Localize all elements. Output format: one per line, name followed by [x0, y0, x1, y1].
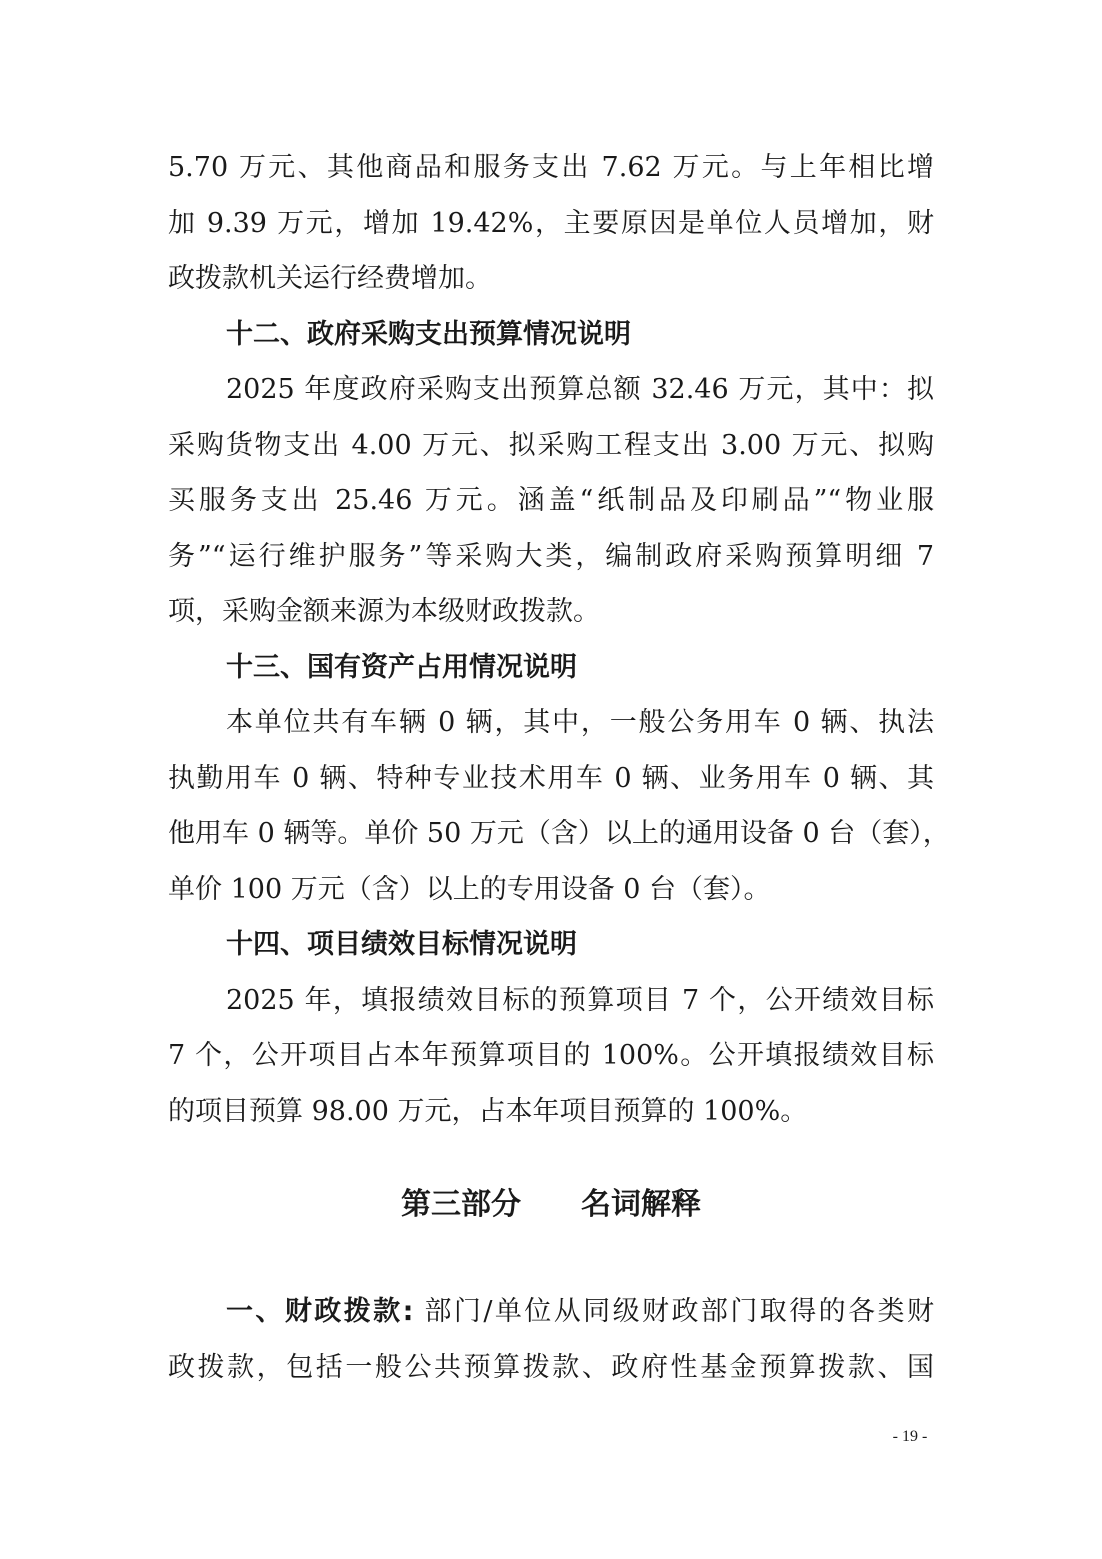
section-heading-14: 十四、项目绩效目标情况说明 — [226, 929, 577, 960]
term-text: 部门/单位从同级财政部门取得的各类财 — [413, 1296, 934, 1327]
term-definition-text — [226, 1284, 934, 1340]
term-label: 一、财政拨款: — [226, 1296, 414, 1327]
paragraph-line: 单价 100 万元（含）以上的专用设备 0 台（套）。 — [168, 873, 771, 905]
paragraph-line: 务”“运行维护服务”等采购大类，编制政府采购预算明细 7 — [168, 540, 934, 572]
paragraph-line: 的项目预算 98.00 万元，占本年项目预算的 100%。 — [168, 1095, 808, 1127]
paragraph-line: 本单位共有车辆 0 辆，其中，一般公务用车 0 辆、执法 — [226, 707, 934, 738]
page-number: - 19 - — [892, 1428, 928, 1445]
paragraph-line: 政拨款机关运行经费增加。 — [168, 263, 492, 294]
document-page — [168, 140, 950, 1395]
paragraph-line: 加 9.39 万元，增加 19.42%，主要原因是单位人员增加，财 — [168, 207, 934, 239]
paragraph-line: 他用车 0 辆等。单价 50 万元（含）以上的通用设备 0 台（套）， — [168, 818, 950, 849]
section-heading-12: 十二、政府采购支出预算情况说明 — [226, 318, 631, 350]
paragraph-line: 执勤用车 0 辆、特种专业技术用车 0 辆、业务用车 0 辆、其 — [168, 762, 934, 794]
paragraph-line: 2025 年度政府采购支出预算总额 32.46 万元，其中：拟 — [226, 374, 934, 405]
paragraph-line: 7 个，公开项目占本年预算项目的 100%。公开填报绩效目标 — [168, 1040, 934, 1071]
term-definition-line — [168, 1284, 934, 1340]
section-heading-13: 十三、国有资产占用情况说明 — [226, 651, 577, 683]
paragraph-line: 采购货物支出 4.00 万元、拟采购工程支出 3.00 万元、拟购 — [168, 429, 934, 461]
paragraph-line: 买服务支出 25.46 万元。涵盖“纸制品及印刷品”“物业服 — [168, 485, 934, 516]
paragraph-line: 项，采购金额来源为本级财政拨款。 — [168, 596, 600, 627]
paragraph-line: 政拨款，包括一般公共预算拨款、政府性基金预算拨款、国 — [168, 1351, 934, 1383]
paragraph-line: 5.70 万元、其他商品和服务支出 7.62 万元。与上年相比增 — [168, 152, 934, 183]
part-title: 第三部分 名词解释 — [401, 1187, 701, 1222]
paragraph-line: 2025 年，填报绩效目标的预算项目 7 个，公开绩效目标 — [226, 984, 934, 1016]
